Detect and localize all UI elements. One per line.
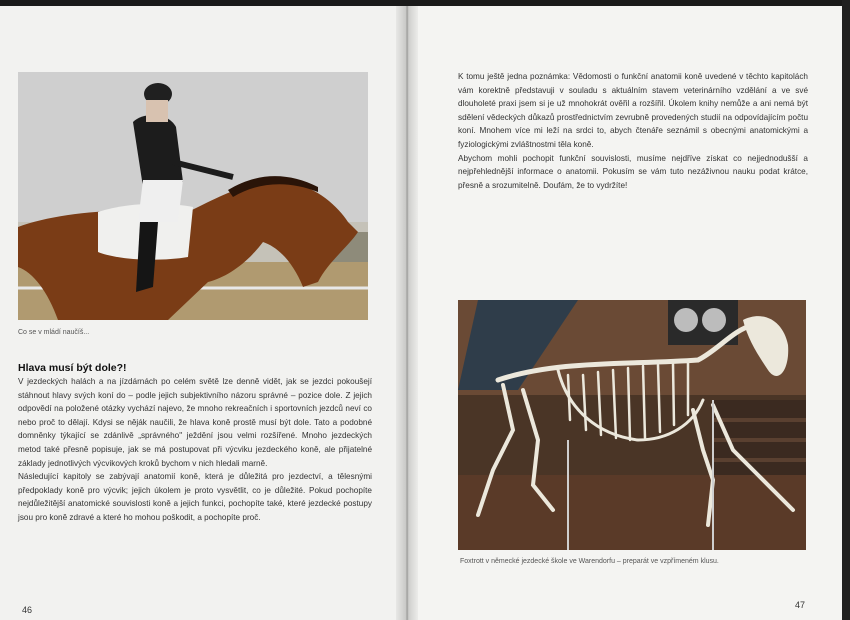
book-gutter	[396, 6, 418, 620]
section-heading: Hlava musí být dole?!	[18, 362, 127, 374]
right-paragraph-1: K tomu ještě jedna poznámka: Vědomosti o funkční anatomii koně uvedené v těchto kapitolách vám korektně představuji v souladu s aktuálním stavem veterinárního vzdělání a ve své dlouholeté praxi jsem si je už mnohokrát ověřil a rozšířil. Úkolem knihy nemůže a ani nemá být sdělení vědeckých důkazů prostřednictvím zevrubně provedených studií na odpovídajícím počtu koní. Mnohem více mi leží na srdci to, abych čtenáře seznámil s obecnými anatomickými a fyziologickými zvláštnostmi těla koně.	[458, 72, 808, 149]
right-body-text	[458, 70, 808, 192]
left-paragraph-2: Následující kapitoly se zabývají anatomií koně, která je důležitá pro jezdectví, a tělesnými předpoklady koně pro výcvik; jejich úkolem je proto vysvětlit, co je důležité. Pokud pochopíte nejdůležitější anatomické souvislosti koně a jejich funkci, pochopíte také, které jezdecké postupy jsou pro koně zdravé a které ho mohou poškodit, a pochopíte proč.	[18, 472, 372, 522]
page-number-right: 47	[795, 600, 806, 610]
left-body-text	[18, 375, 372, 525]
rider-photo	[18, 72, 368, 320]
skeleton-photo	[458, 300, 806, 550]
left-paragraph-1: V jezdeckých halách a na jízdárnách po celém světě lze denně vidět, jak se jezdci pokoušejí stáhnout hlavy svých koní do – podle jejich subjektivního názoru správné – pozice dole. Z jejich odpovědí na položené otázky vychází najevo, že mnoho rekreačních i sportovních jezdců neví co nebo proč to dělají. Kdysi se něják naučili, že hlava koně prostě musí být dole. Tato a podobné domněnky týkající se zdánlivě „správného" ježdění jsou velmi rozšířené. Mnoho jezdeckých metod také přesně popisuje, jak se má postupovat při výcviku jezdeckého koně, ale přijatelné základy jednotlivých výcvikových kroků bychom v nich hledali marně.	[18, 377, 372, 468]
scan-edge	[842, 0, 850, 620]
page-number-left: 46	[22, 605, 33, 615]
skeleton-photo-caption: Foxtrott v německé jezdecké škole ve Warendorfu – preparát ve vzpřímeném klusu.	[460, 558, 719, 565]
right-paragraph-2: Abychom mohli pochopit funkční souvislosti, musíme nejdříve získat co nejjednodušší a nejpřehlednější informace o anatomii. Pokusím se vám tuto nezáživnou nauku podat krátce, přesně a srozumitelně. Doufám, že to vydržíte!	[458, 153, 808, 190]
rider-photo-caption: Co se v mládí naučíš...	[18, 329, 90, 336]
